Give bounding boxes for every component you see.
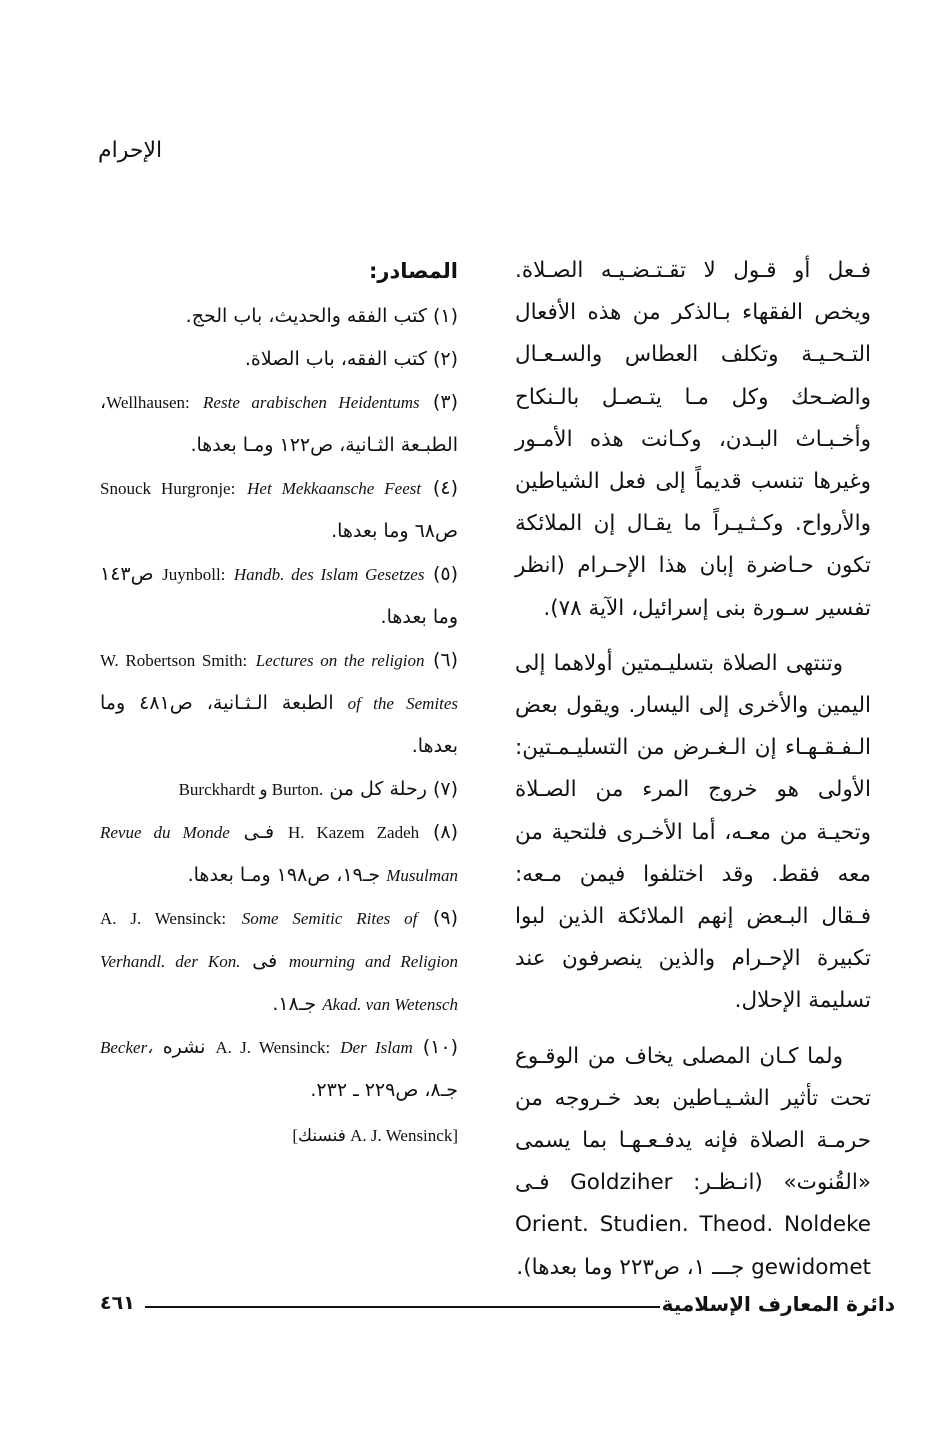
source-item	[100, 1026, 458, 1112]
article-author-signature: [A. J. Wensinck فنسنك]	[292, 1126, 458, 1145]
source-author: A. J. Wensinck:	[215, 1038, 331, 1057]
source-number: (٤)	[432, 477, 458, 499]
source-title-secondary: Verhandl. der Kon. Akad. van Wetensch	[100, 952, 458, 1014]
journal-title: دائرة المعارف الإسلامية	[661, 1292, 895, 1316]
source-number: (٦)	[432, 649, 458, 671]
source-number: (٥)	[432, 563, 459, 585]
source-item	[100, 768, 458, 811]
source-author: H. Kazem Zadeh	[287, 823, 420, 842]
source-text: ص٦٨ وما بعدها.	[331, 520, 458, 542]
source-connector: نشره	[162, 1036, 206, 1058]
source-author: A. J. Wensinck:	[100, 909, 227, 928]
paragraph: وتنتهى الصلاة بتسليـمتين أولاهما إلى اليمين والأخرى إلى اليسار. ويقول بعض الـفـقـهـاء إن الـغـرض من التسليـمـتين: الأولى هو خروج المرء من الصـلاة وتحيـة من معـه، أما الأخـرى فلتحية من معه فقط. وقد اختلفوا فيمن مـعه: فـقال البـعض إنهم الملائكة الذين لبوا تكبيرة الإحـرام والذين ينصرفون عند تسليمة الإحلال.	[515, 650, 871, 1014]
paragraph: فـعل أو قـول لا تقـتـضـيـه الصـلاة. ويخص الفقهاء بـالذكر من هذه الأفعال التـحـيـة وتكلف العطاس والسـعـال والضـحك وكل مـا يتـصـل بالـنكاح وأخـبـاث البـدن، وكـانت هذه الأمـور وغيرها تنسب قديماً إلى فعل الشياطين والأرواح. وكـثـيـراً ما يقـال إن الملائكة تكون حـاضرة إبان هذا الإحـرام (انظر تفسير سـورة بنى إسرائيل، الآية ٧٨).	[515, 258, 871, 621]
source-text: جـ٨، ص٢٢٩ ـ ٢٣٢.	[310, 1079, 458, 1101]
page-number: ٤٦١	[100, 1292, 135, 1314]
source-item	[100, 811, 458, 897]
source-text: كتب الفقه، باب الصلاة.	[244, 348, 427, 370]
source-text: الطبـعة الثـانية، ص١٢٢ ومـا بعدها.	[190, 434, 458, 456]
source-number: (١٠)	[422, 1036, 458, 1058]
main-text-column	[515, 250, 871, 1302]
source-title-secondary: Becker،	[100, 1038, 153, 1057]
source-author: Juynboll:	[162, 565, 226, 584]
source-connector: فى	[252, 950, 278, 972]
source-item	[100, 338, 458, 381]
sources-heading: المصادر:	[368, 259, 458, 283]
source-item	[100, 897, 458, 1026]
source-item	[100, 295, 458, 338]
source-author: W. Robertson Smith:	[100, 651, 248, 670]
source-text: جـ١٨.	[272, 993, 317, 1015]
source-title: Reste arabischen Heidentums	[203, 393, 420, 412]
source-number: (٢)	[432, 348, 458, 370]
source-number: (١)	[432, 305, 458, 327]
sources-column	[100, 250, 458, 1157]
source-connector: فـى	[243, 821, 275, 843]
source-item	[100, 553, 458, 639]
source-title: Lectures on the religion of the Semites	[255, 651, 459, 713]
source-author: Snouck Hurgronje:	[100, 479, 236, 498]
source-number: (٣)	[432, 391, 458, 413]
source-text: ص١٤٣ وما بعدها.	[100, 563, 458, 628]
running-head: الإحرام	[98, 138, 163, 163]
source-number: (٧)	[432, 778, 458, 800]
source-prefix: رحلة كل من	[329, 778, 427, 800]
source-title: Der Islam	[340, 1038, 413, 1057]
source-item	[100, 467, 458, 553]
source-title: Het Mekkaansche Feest	[247, 479, 422, 498]
source-number: (٩)	[432, 907, 458, 929]
source-text: الطبعة الـثـانية، ص٤٨١ وما بعدها.	[100, 692, 458, 757]
page-footer	[100, 1292, 895, 1322]
source-number: (٨)	[432, 821, 459, 843]
source-text: جـ١٩، ص١٩٨ ومـا بعدها.	[187, 864, 381, 886]
source-title: Handb. des Islam Gesetzes	[233, 565, 425, 584]
source-text: كتب الفقه والحديث، باب الحج.	[185, 305, 427, 327]
source-title: Revue du Monde Musulman	[100, 823, 458, 885]
source-item: (٣) Wellhausen: Reste arabischen Heidentums، الطبـعة الثـانية، ص١٢٢ ومـا بعدها.	[100, 391, 458, 456]
source-author: Burckhardt و Burton.	[178, 780, 324, 799]
source-item	[100, 639, 458, 768]
footer-rule	[145, 1306, 660, 1308]
source-author: Wellhausen:	[106, 393, 190, 412]
source-title: Some Semitic Rites of mourning and Religion	[241, 909, 459, 971]
paragraph: ولما كـان المصلى يخاف من الوقـوع تحت تأثير الشـيـاطين بعد خـروجه من حرمـة الصلاة فإنه يدفـعـهـا بما يسمى «القُنوت» (انـظـر: Goldziher فـى Orient. Studien. Theod. Noldeke gewidomet جـــ ١، ص٢٢٣ وما بعدها).	[515, 1043, 871, 1280]
